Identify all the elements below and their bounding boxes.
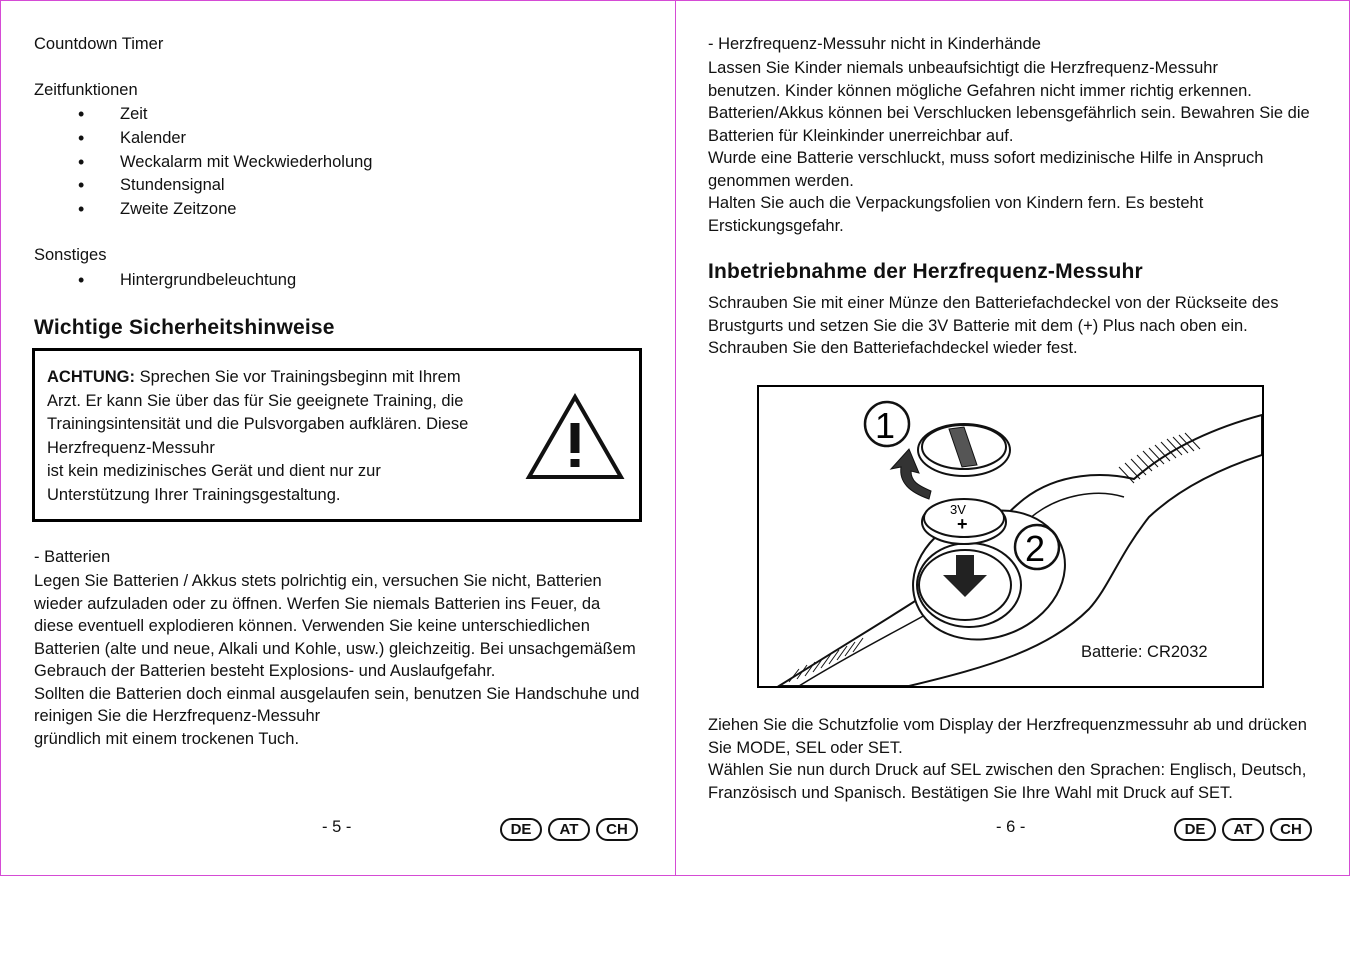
zeitfunktionen-list <box>34 103 372 222</box>
country-badges <box>1174 818 1312 841</box>
country-badges <box>500 818 638 841</box>
text-line: diese eventuell explodieren können. Verwenden Sie keine unterschiedlichen <box>34 617 590 635</box>
countdown-timer-label: Countdown Timer <box>34 35 164 53</box>
page-number: - 6 - <box>996 818 1026 836</box>
warning-line: Arzt. Er kann Sie über das für Sie geeignete Training, die <box>47 391 464 410</box>
list-item: • Zweite Zeitzone <box>34 198 372 222</box>
country-badge-at: AT <box>548 818 590 841</box>
list-item: • Kalender <box>34 127 372 151</box>
kinder-title: - Herzfrequenz-Messuhr nicht in Kinderhände <box>708 35 1041 53</box>
country-badge-at: AT <box>1222 818 1264 841</box>
warning-line: Herzfrequenz-Messuhr <box>47 438 215 457</box>
batterien-title: - Batterien <box>34 548 111 566</box>
warning-label: ACHTUNG: <box>47 368 135 386</box>
country-badge-ch: CH <box>1270 818 1312 841</box>
text-line: Sie MODE, SEL oder SET. <box>708 738 903 757</box>
text-line: Französisch und Spanisch. Bestätigen Sie Ihre Wahl mit Druck auf SET. <box>708 783 1233 802</box>
warning-line: Unterstützung Ihrer Trainingsgestaltung. <box>47 485 341 504</box>
warning-line: Trainingsintensität und die Pulsvorgaben aufklären. Diese <box>47 415 469 433</box>
text-line: benutzen. Kinder können mögliche Gefahren nicht immer richtig erkennen. <box>708 81 1252 100</box>
safety-heading: Wichtige Sicherheitshinweise <box>34 316 335 339</box>
step-2-label: 2 <box>1025 528 1046 569</box>
warning-line: Sprechen Sie vor Trainingsbeginn mit Ihrem <box>139 368 461 386</box>
zeitfunktionen-title: Zeitfunktionen <box>34 81 138 99</box>
text-line: Wählen Sie nun durch Druck auf SEL zwischen den Sprachen: Englisch, Deutsch, <box>708 761 1307 779</box>
text-line: Legen Sie Batterien / Akkus stets polrichtig ein, versuchen Sie nicht, Batterien <box>34 572 602 590</box>
text-line: reinigen Sie die Herzfrequenz-Messuhr <box>34 707 321 725</box>
warning-text <box>47 366 507 507</box>
list-item: • Stundensignal <box>34 174 372 198</box>
warning-triangle-icon <box>525 391 625 483</box>
chest-strap-illustration <box>759 387 1262 686</box>
text-line: Gebrauch der Batterien besteht Explosions- und Auslaufgefahr. <box>34 662 496 680</box>
text-line: Erstickungsgefahr. <box>708 216 844 235</box>
page-number: - 5 - <box>322 818 352 836</box>
country-badge-de: DE <box>500 818 542 841</box>
text-line: Batterien für Kleinkinder unerreichbar auf. <box>708 126 1014 145</box>
list-item: • Weckalarm mit Weckwiederholung <box>34 151 372 175</box>
sonstiges-list <box>34 269 296 293</box>
warning-line: ist kein medizinisches Gerät und dient nur zur <box>47 462 381 480</box>
inbetriebnahme-heading: Inbetriebnahme der Herzfrequenz-Messuhr <box>708 260 1143 283</box>
battery-plus-label: + <box>957 514 968 534</box>
display-paragraph <box>708 714 1328 804</box>
text-line: wieder aufzuladen oder zu öffnen. Werfen Sie niemals Batterien ins Feuer, da <box>34 594 601 613</box>
text-line: Wurde eine Batterie verschluckt, muss sofort medizinische Hilfe in Anspruch <box>708 149 1264 167</box>
text-line: Brustgurts und setzen Sie die 3V Batterie mit dem (+) Plus nach oben ein. <box>708 316 1248 335</box>
text-line: Ziehen Sie die Schutzfolie vom Display der Herzfrequenzmessuhr ab und drücken <box>708 716 1307 734</box>
batterien-paragraph <box>34 570 654 750</box>
battery-voltage-label: 3V <box>950 502 966 517</box>
warning-box <box>32 348 642 522</box>
text-line: Batterien (alte und neue, Alkali und Kohle, usw.) gleichzeitig. Bei unsachgemäßem <box>34 639 636 658</box>
text-line: Sollten die Batterien doch einmal ausgelaufen sein, benutzen Sie Handschuhe und <box>34 684 640 703</box>
text-line: genommen werden. <box>708 171 854 190</box>
text-line: Halten Sie auch die Verpackungsfolien von Kindern fern. Es besteht <box>708 194 1204 212</box>
country-badge-ch: CH <box>596 818 638 841</box>
country-badge-de: DE <box>1174 818 1216 841</box>
inbetriebnahme-paragraph <box>708 292 1328 360</box>
text-line: Lassen Sie Kinder niemals unbeaufsichtigt die Herzfrequenz-Messuhr <box>708 59 1218 77</box>
kinder-paragraph <box>708 57 1328 237</box>
text-line: Schrauben Sie mit einer Münze den Batteriefachdeckel von der Rückseite des <box>708 294 1279 312</box>
list-item: • Hintergrundbeleuchtung <box>34 269 296 293</box>
text-line: Schrauben Sie den Batteriefachdeckel wieder fest. <box>708 339 1078 357</box>
sonstiges-title: Sonstiges <box>34 246 107 264</box>
step-1-label: 1 <box>875 405 896 446</box>
text-line: Batterien/Akkus können bei Verschlucken lebensgefährlich sein. Bewahren Sie die <box>708 104 1310 122</box>
list-item: • Zeit <box>34 103 372 127</box>
figure-caption: Batterie: CR2032 <box>1081 643 1208 661</box>
text-line: gründlich mit einem trockenen Tuch. <box>34 729 300 748</box>
